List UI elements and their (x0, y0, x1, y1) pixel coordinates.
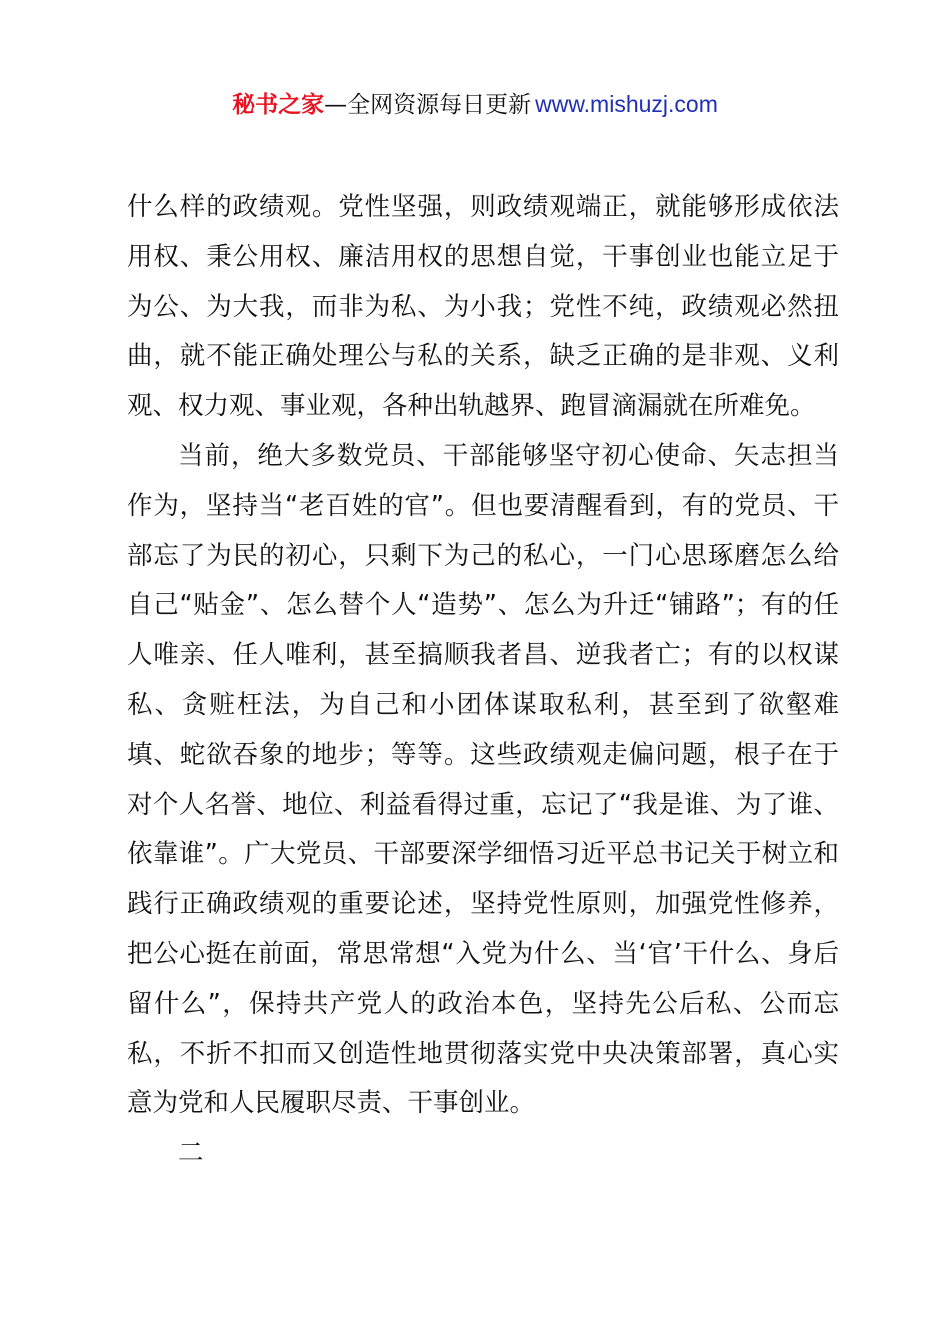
document-body (127, 183, 839, 1179)
brand-name: 秘书之家 (232, 92, 325, 118)
paragraph-current-situation: 当前，绝大多数党员、干部能够坚守初心使命、矢志担当作为，坚持当“老百姓的官”。但也要清醒看到，有的党员、干部忘了为民的初心，只剩下为己的私心，一门心思琢磨怎么给自己“贴金”、怎么替个人“造势”、怎么为升迁“铺路”；有的任人唯亲、任人唯利，甚至搞顺我者昌、逆我者亡；有的以权谋私、贪赃枉法，为自己和小团体谋取私利，甚至到了欲壑难填、蛇欲吞象的地步；等等。这些政绩观走偏问题，根子在于对个人名誉、地位、利益看得过重，忘记了“我是谁、为了谁、依靠谁”。广大党员、干部要深学细悟习近平总书记关于树立和践行正确政绩观的重要论述，坚持党性原则，加强党性修养，把公心挺在前面，常思常想“入党为什么、当‘官’干什么、身后留什么”，保持共产党人的政治本色，坚持先公后私、公而忘私，不折不扣而又创造性地贯彻落实党中央决策部署，真心实意为党和人民履职尽责、干事创业。 (127, 440, 839, 1119)
site-url[interactable]: www.mishuzj.com (535, 91, 718, 117)
paragraph-continuation: 什么样的政绩观。党性坚强，则政绩观端正，就能够形成依法用权、秉公用权、廉洁用权的思想自觉，干事创业也能立足于为公、为大我，而非为私、为小我；党性不纯，政绩观必然扭曲，就不能正确处理公与私的关系，缺乏正确的是非观、义利观、权力观、事业观，各种出轨越界、跑冒滴漏就在所难免。 (127, 192, 839, 422)
header-tagline: —全网资源每日更新 (324, 92, 532, 118)
page-header (0, 86, 950, 123)
section-heading-two: 二 (178, 1138, 204, 1169)
